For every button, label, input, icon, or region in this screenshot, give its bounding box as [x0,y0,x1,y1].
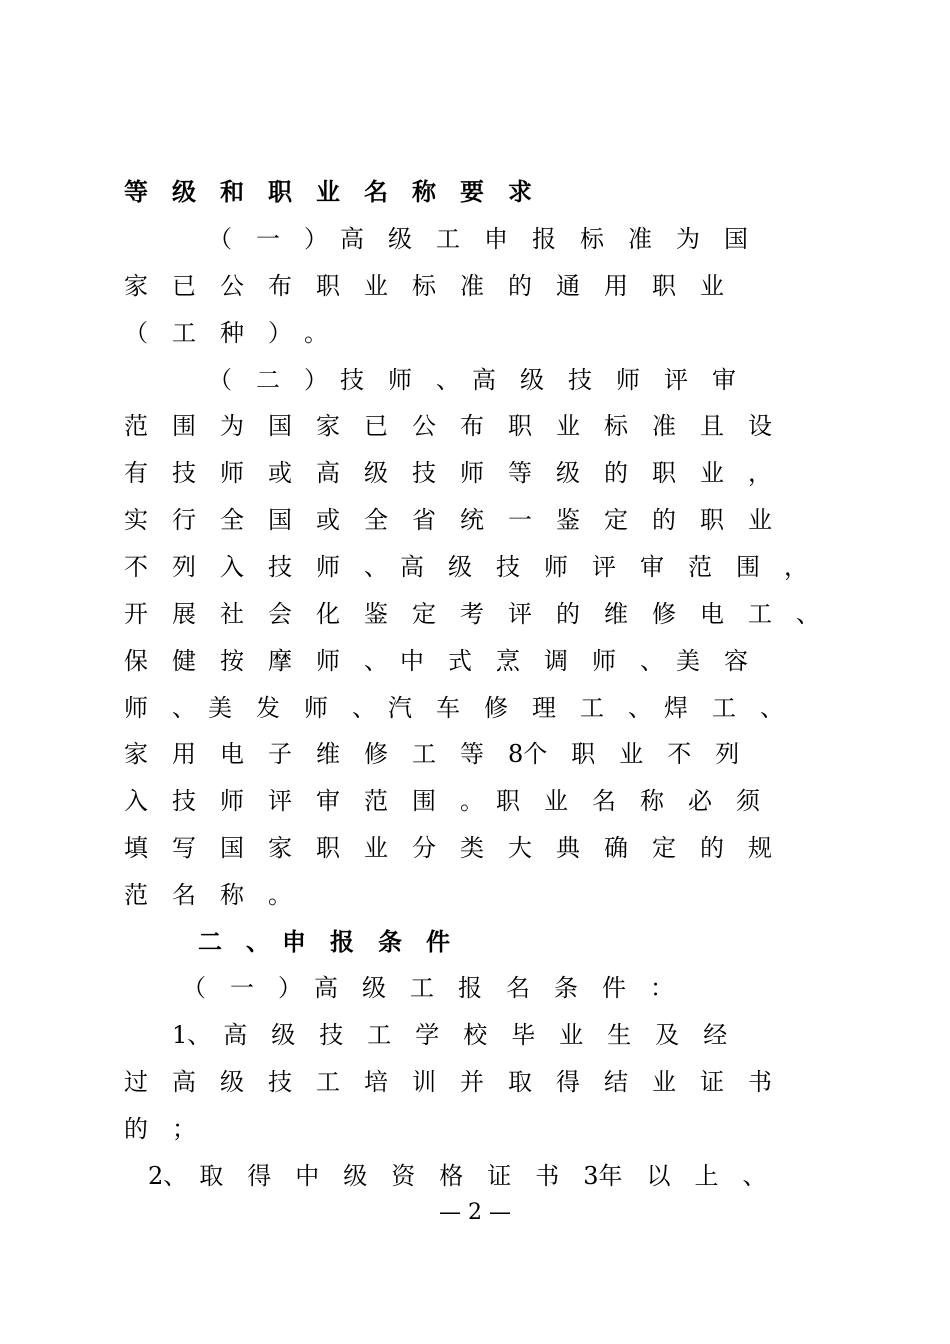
line-text: 实 行 全 国 或 全 省 统 一 鉴 定 的 职 业 [124,506,772,534]
paragraph-line [124,781,950,821]
paragraph-line [172,1015,950,1055]
line-text: 过 高 级 技 工 培 训 并 取 得 结 业 证 书 [124,1068,772,1096]
line-text: 入 技 师 评 审 范 围 。 职 业 名 称 必 须 [124,787,760,815]
line-text: （ 二 ） 技 师 、 高 级 技 师 评 审 [208,366,736,394]
paragraph-line [124,266,950,306]
line-text: 保 健 按 摩 师 、 中 式 烹 调 师 、 美 容 [124,647,748,675]
line-text: （ 一 ） 高 级 工 申 报 标 准 为 国 [208,225,748,253]
paragraph-line [148,1156,950,1196]
section-heading-level-requirements [124,172,950,212]
line-text: 不 列 入 技 师 、 高 级 技 师 评 审 范 围 ， [124,553,808,581]
section-heading-application-conditions [198,922,950,962]
heading-text: 二 、 申 报 条 件 [198,928,450,956]
line-text: 范 围 为 国 家 已 公 布 职 业 标 准 且 设 [124,412,772,440]
line-text: 开 展 社 会 化 鉴 定 考 评 的 维 修 电 工 、 [124,600,820,628]
line-text: 师 、 美 发 师 、 汽 车 修 理 工 、 焊 工 、 [124,694,784,722]
line-text: 家 用 电 子 维 修 工 等 8个 职 业 不 列 [124,740,740,768]
paragraph-line [124,734,950,774]
paragraph-line [124,594,950,634]
heading-text: 等 级 和 职 业 名 称 要 求 [124,178,532,206]
paragraph-line [124,406,950,446]
line-text: （ 工 种 ） 。 [124,319,328,347]
line-text: 的 ； [124,1115,196,1143]
paragraph-line [124,453,950,493]
page-number: — 2 — [439,1200,511,1225]
paragraph-line [124,875,950,915]
line-text: 家 已 公 布 职 业 标 准 的 通 用 职 业 [124,272,724,300]
paragraph-line [124,828,950,868]
paragraph-line [124,688,950,728]
line-text: 2、 取 得 中 级 资 格 证 书 3年 以 上 、 [148,1162,767,1190]
line-text: 有 技 师 或 高 级 技 师 等 级 的 职 业 ， [124,459,772,487]
paragraph-line [124,500,950,540]
paragraph-line [124,1109,950,1149]
line-text: 范 名 称 。 [124,881,292,909]
line-text: 1、 高 级 技 工 学 校 毕 业 生 及 经 [172,1021,728,1049]
paragraph-line [124,547,950,587]
paragraph-line [124,1062,950,1102]
line-text: 填 写 国 家 职 业 分 类 大 典 确 定 的 规 [124,834,772,862]
paragraph-line [182,968,950,1008]
line-text: （ 一 ） 高 级 工 报 名 条 件 ： [182,974,674,1002]
paragraph-line [124,641,950,681]
paragraph-line [124,313,950,353]
paragraph-line [208,219,950,259]
paragraph-line [208,360,950,400]
